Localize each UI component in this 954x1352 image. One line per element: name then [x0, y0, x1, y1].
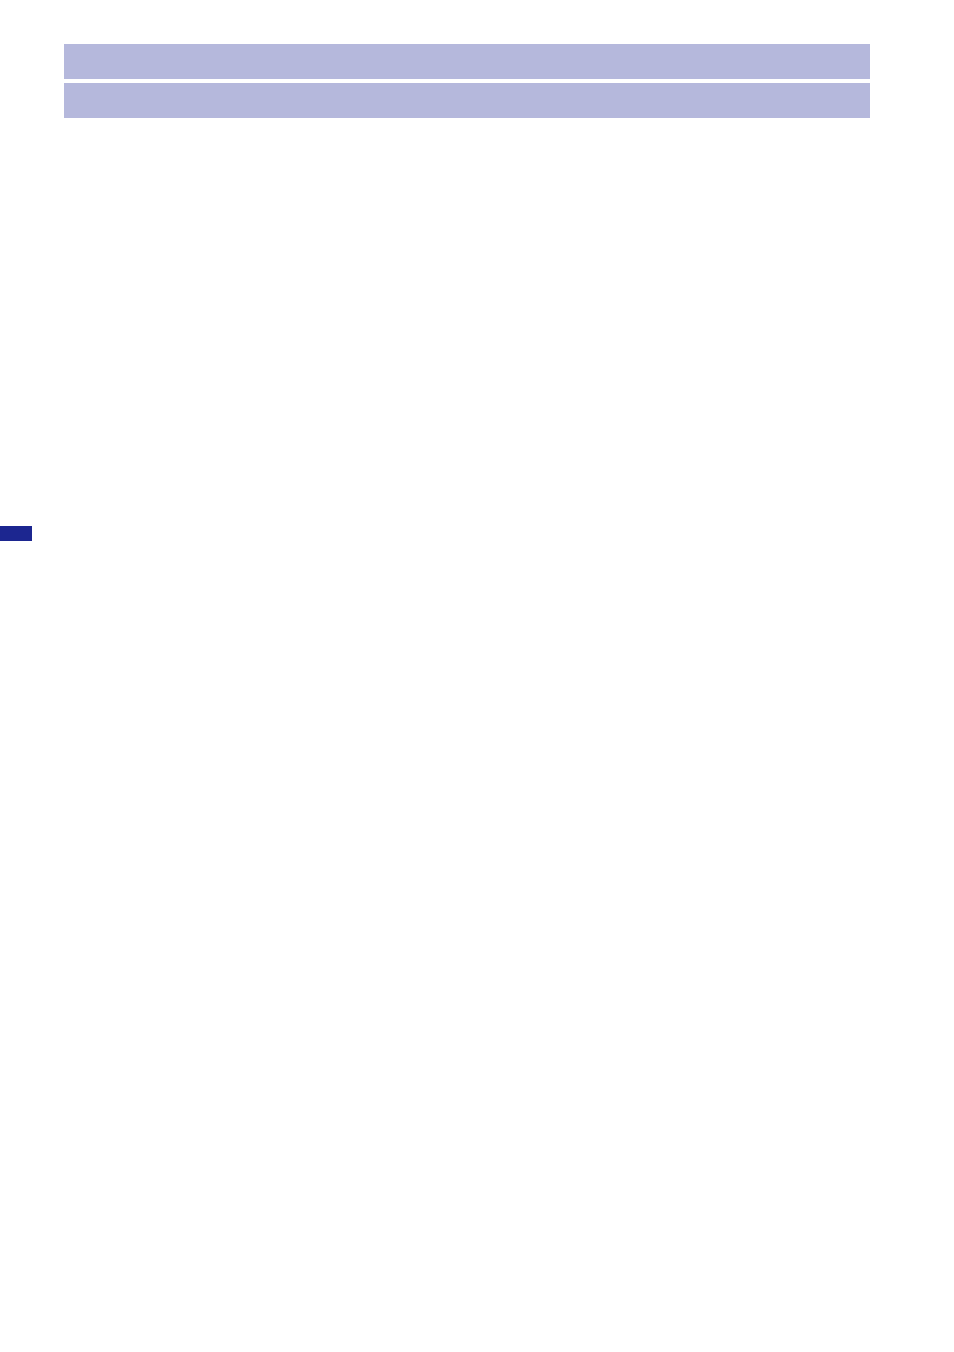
banner-attention	[64, 44, 870, 79]
banner-autres	[64, 83, 870, 118]
side-language-label	[12, 418, 32, 516]
side-tab-marker	[0, 526, 32, 541]
page-content	[64, 44, 870, 122]
